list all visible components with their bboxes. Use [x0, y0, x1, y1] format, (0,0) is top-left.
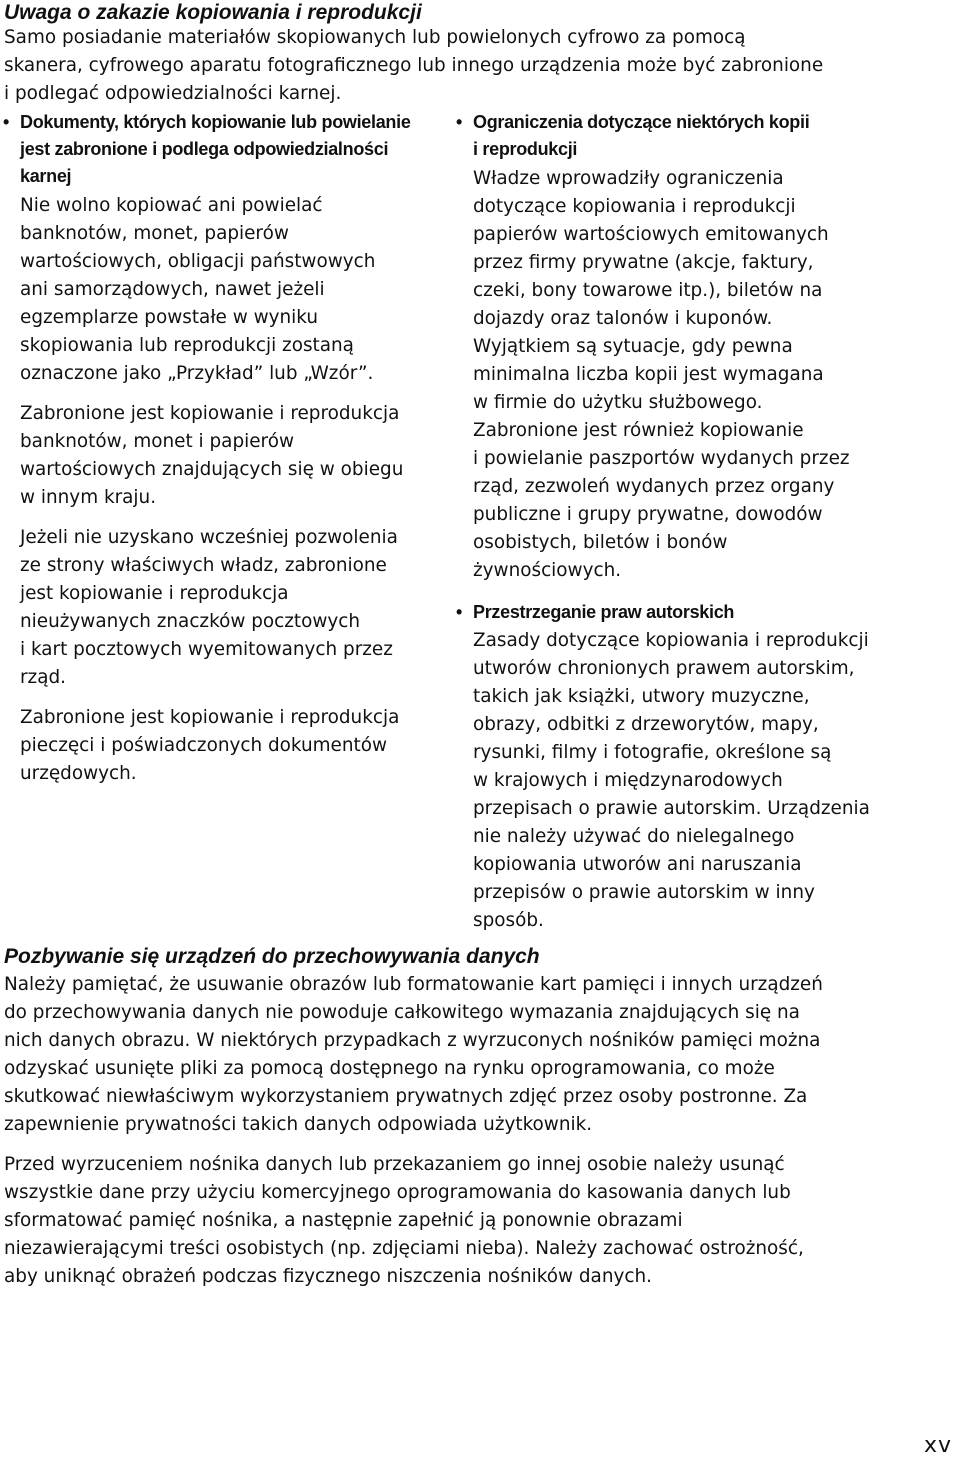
- text-line: nieużywanych znaczków pocztowych: [20, 611, 361, 632]
- text-line: Władze wprowadziły ograniczenia: [473, 168, 784, 189]
- text-line: sposób.: [473, 910, 544, 931]
- bullet-icon: •: [456, 602, 463, 622]
- text-line: minimalna liczba kopii jest wymagana: [473, 364, 824, 385]
- text-line: Jeżeli nie uzyskano wcześniej pozwolenia: [20, 527, 398, 548]
- text-line: banknotów, monet i papierów: [20, 431, 294, 452]
- section-heading-copy-notice: Uwaga o zakazie kopiowania i reprodukcji: [4, 1, 422, 24]
- intro-line: skanera, cyfrowego aparatu fotograficznego lub innego urządzenia może być zabronione: [4, 55, 824, 76]
- bullet-heading-copyright: [456, 599, 958, 626]
- text-line: Zasady dotyczące kopiowania i reprodukcji: [473, 630, 869, 651]
- paragraph-copyright: [473, 627, 958, 935]
- text-line: przez firmy prywatne (akcje, faktury,: [473, 252, 814, 273]
- text-line: w firmie do użytku służbowego.: [473, 392, 763, 413]
- paragraph-foreign-currency: [20, 400, 450, 512]
- text-line: nie należy używać do nielegalnego: [473, 826, 795, 847]
- bullet-icon: •: [3, 112, 10, 132]
- heading-line: Dokumenty, których kopiowanie lub powielanie: [20, 112, 411, 132]
- text-line: osobistych, biletów i bonów: [473, 532, 728, 553]
- text-line: banknotów, monet, papierów: [20, 223, 289, 244]
- bullet-icon: •: [456, 112, 463, 132]
- section-heading-storage-disposal: Pozbywanie się urządzeń do przechowywania danych: [4, 945, 540, 968]
- paragraph-copy-restrictions: [473, 165, 958, 585]
- text-line: obrazy, odbitki z drzeworytów, mapy,: [473, 714, 819, 735]
- text-line: kopiowania utworów ani naruszania: [473, 854, 802, 875]
- text-line: Wyjątkiem są sytuacje, gdy pewna: [473, 336, 793, 357]
- text-line: aby uniknąć obrażeń podczas fizycznego niszczenia nośników danych.: [4, 1266, 652, 1287]
- text-line: Zabronione jest kopiowanie i reprodukcja: [20, 403, 400, 424]
- text-line: dojazdy oraz talonów i kuponów.: [473, 308, 773, 329]
- text-line: niezawierającymi treści osobistych (np. zdjęciami nieba). Należy zachować ostrożność,: [4, 1238, 804, 1259]
- heading-line: jest zabronione i podlega odpowiedzialności: [20, 139, 389, 159]
- left-column: [3, 109, 450, 788]
- heading-line: karnej: [20, 166, 72, 186]
- text-line: nich danych obrazu. W niektórych przypadkach z wyrzuconych nośników pamięci można: [4, 1030, 821, 1051]
- text-line: pieczęci i poświadczonych dokumentów: [20, 735, 388, 756]
- text-line: w innym kraju.: [20, 487, 157, 508]
- text-line: utworów chronionych prawem autorskim,: [473, 658, 855, 679]
- text-line: do przechowywania danych nie powoduje całkowitego wymazania znajdujących się na: [4, 1002, 800, 1023]
- text-line: rząd.: [20, 667, 67, 688]
- heading-line: i reprodukcji: [473, 139, 578, 159]
- text-line: egzemplarze powstałe w wyniku: [20, 307, 319, 328]
- text-line: publiczne i grupy prywatne, dowodów: [473, 504, 823, 525]
- text-line: rząd, zezwoleń wydanych przez organy: [473, 476, 835, 497]
- text-line: Przed wyrzuceniem nośnika danych lub przekazaniem go innej osobie należy usunąć: [4, 1154, 785, 1175]
- text-line: Należy pamiętać, że usuwanie obrazów lub formatowanie kart pamięci i innych urządzeń: [4, 974, 823, 995]
- text-line: oznaczone jako „Przykład” lub „Wzór”.: [20, 363, 374, 384]
- paragraph-stamps: [20, 524, 450, 692]
- right-column: [456, 109, 958, 935]
- page-number: xv: [923, 1433, 952, 1458]
- storage-paragraph-2: [4, 1151, 954, 1291]
- heading-line: Przestrzeganie praw autorskich: [473, 602, 735, 622]
- text-line: rysunki, filmy i fotografie, określone są: [473, 742, 832, 763]
- intro-line: i podlegać odpowiedzialności karnej.: [4, 83, 342, 104]
- text-line: takich jak książki, utwory muzyczne,: [473, 686, 810, 707]
- text-line: wartościowych znajdujących się w obiegu: [20, 459, 404, 480]
- text-line: przepisach o prawie autorskim. Urządzenia: [473, 798, 870, 819]
- text-line: Zabronione jest również kopiowanie: [473, 420, 804, 441]
- storage-paragraph-1: [4, 971, 954, 1139]
- text-line: wszystkie dane przy użyciu komercyjnego oprogramowania do kasowania danych lub: [4, 1182, 791, 1203]
- text-line: odzyskać usunięte pliki za pomocą dostępnego na rynku oprogramowania, co może: [4, 1058, 775, 1079]
- text-line: dotyczące kopiowania i reprodukcji: [473, 196, 796, 217]
- text-line: ze strony właściwych władz, zabronione: [20, 555, 387, 576]
- text-line: ani samorządowych, nawet jeżeli: [20, 279, 325, 300]
- text-line: i powielanie paszportów wydanych przez: [473, 448, 850, 469]
- text-line: żywnościowych.: [473, 560, 622, 581]
- text-line: skopiowania lub reprodukcji zostaną: [20, 335, 354, 356]
- bullet-heading-prohibited-documents: [3, 109, 450, 190]
- text-line: wartościowych, obligacji państwowych: [20, 251, 376, 272]
- text-line: skutkować niewłaściwym wykorzystaniem prywatnych zdjęć przez osoby postronne. Za: [4, 1086, 808, 1107]
- text-line: Nie wolno kopiować ani powielać: [20, 195, 323, 216]
- bullet-heading-copy-restrictions: [456, 109, 958, 163]
- paragraph-seals: [20, 704, 450, 788]
- text-line: w krajowych i międzynarodowych: [473, 770, 783, 791]
- text-line: zapewnienie prywatności takich danych odpowiada użytkownik.: [4, 1114, 593, 1135]
- intro-paragraph: [4, 24, 954, 108]
- intro-line: Samo posiadanie materiałów skopiowanych lub powielonych cyfrowo za pomocą: [4, 27, 746, 48]
- text-line: sformatować pamięć nośnika, a następnie zapełnić ją ponownie obrazami: [4, 1210, 683, 1231]
- text-line: przepisów o prawie autorskim w inny: [473, 882, 815, 903]
- text-line: urzędowych.: [20, 763, 137, 784]
- text-line: jest kopiowanie i reprodukcja: [20, 583, 289, 604]
- text-line: i kart pocztowych wyemitowanych przez: [20, 639, 393, 660]
- text-line: Zabronione jest kopiowanie i reprodukcja: [20, 707, 400, 728]
- paragraph-banknotes: [20, 192, 450, 388]
- heading-line: Ograniczenia dotyczące niektórych kopii: [473, 112, 810, 132]
- text-line: czeki, bony towarowe itp.), biletów na: [473, 280, 823, 301]
- text-line: papierów wartościowych emitowanych: [473, 224, 829, 245]
